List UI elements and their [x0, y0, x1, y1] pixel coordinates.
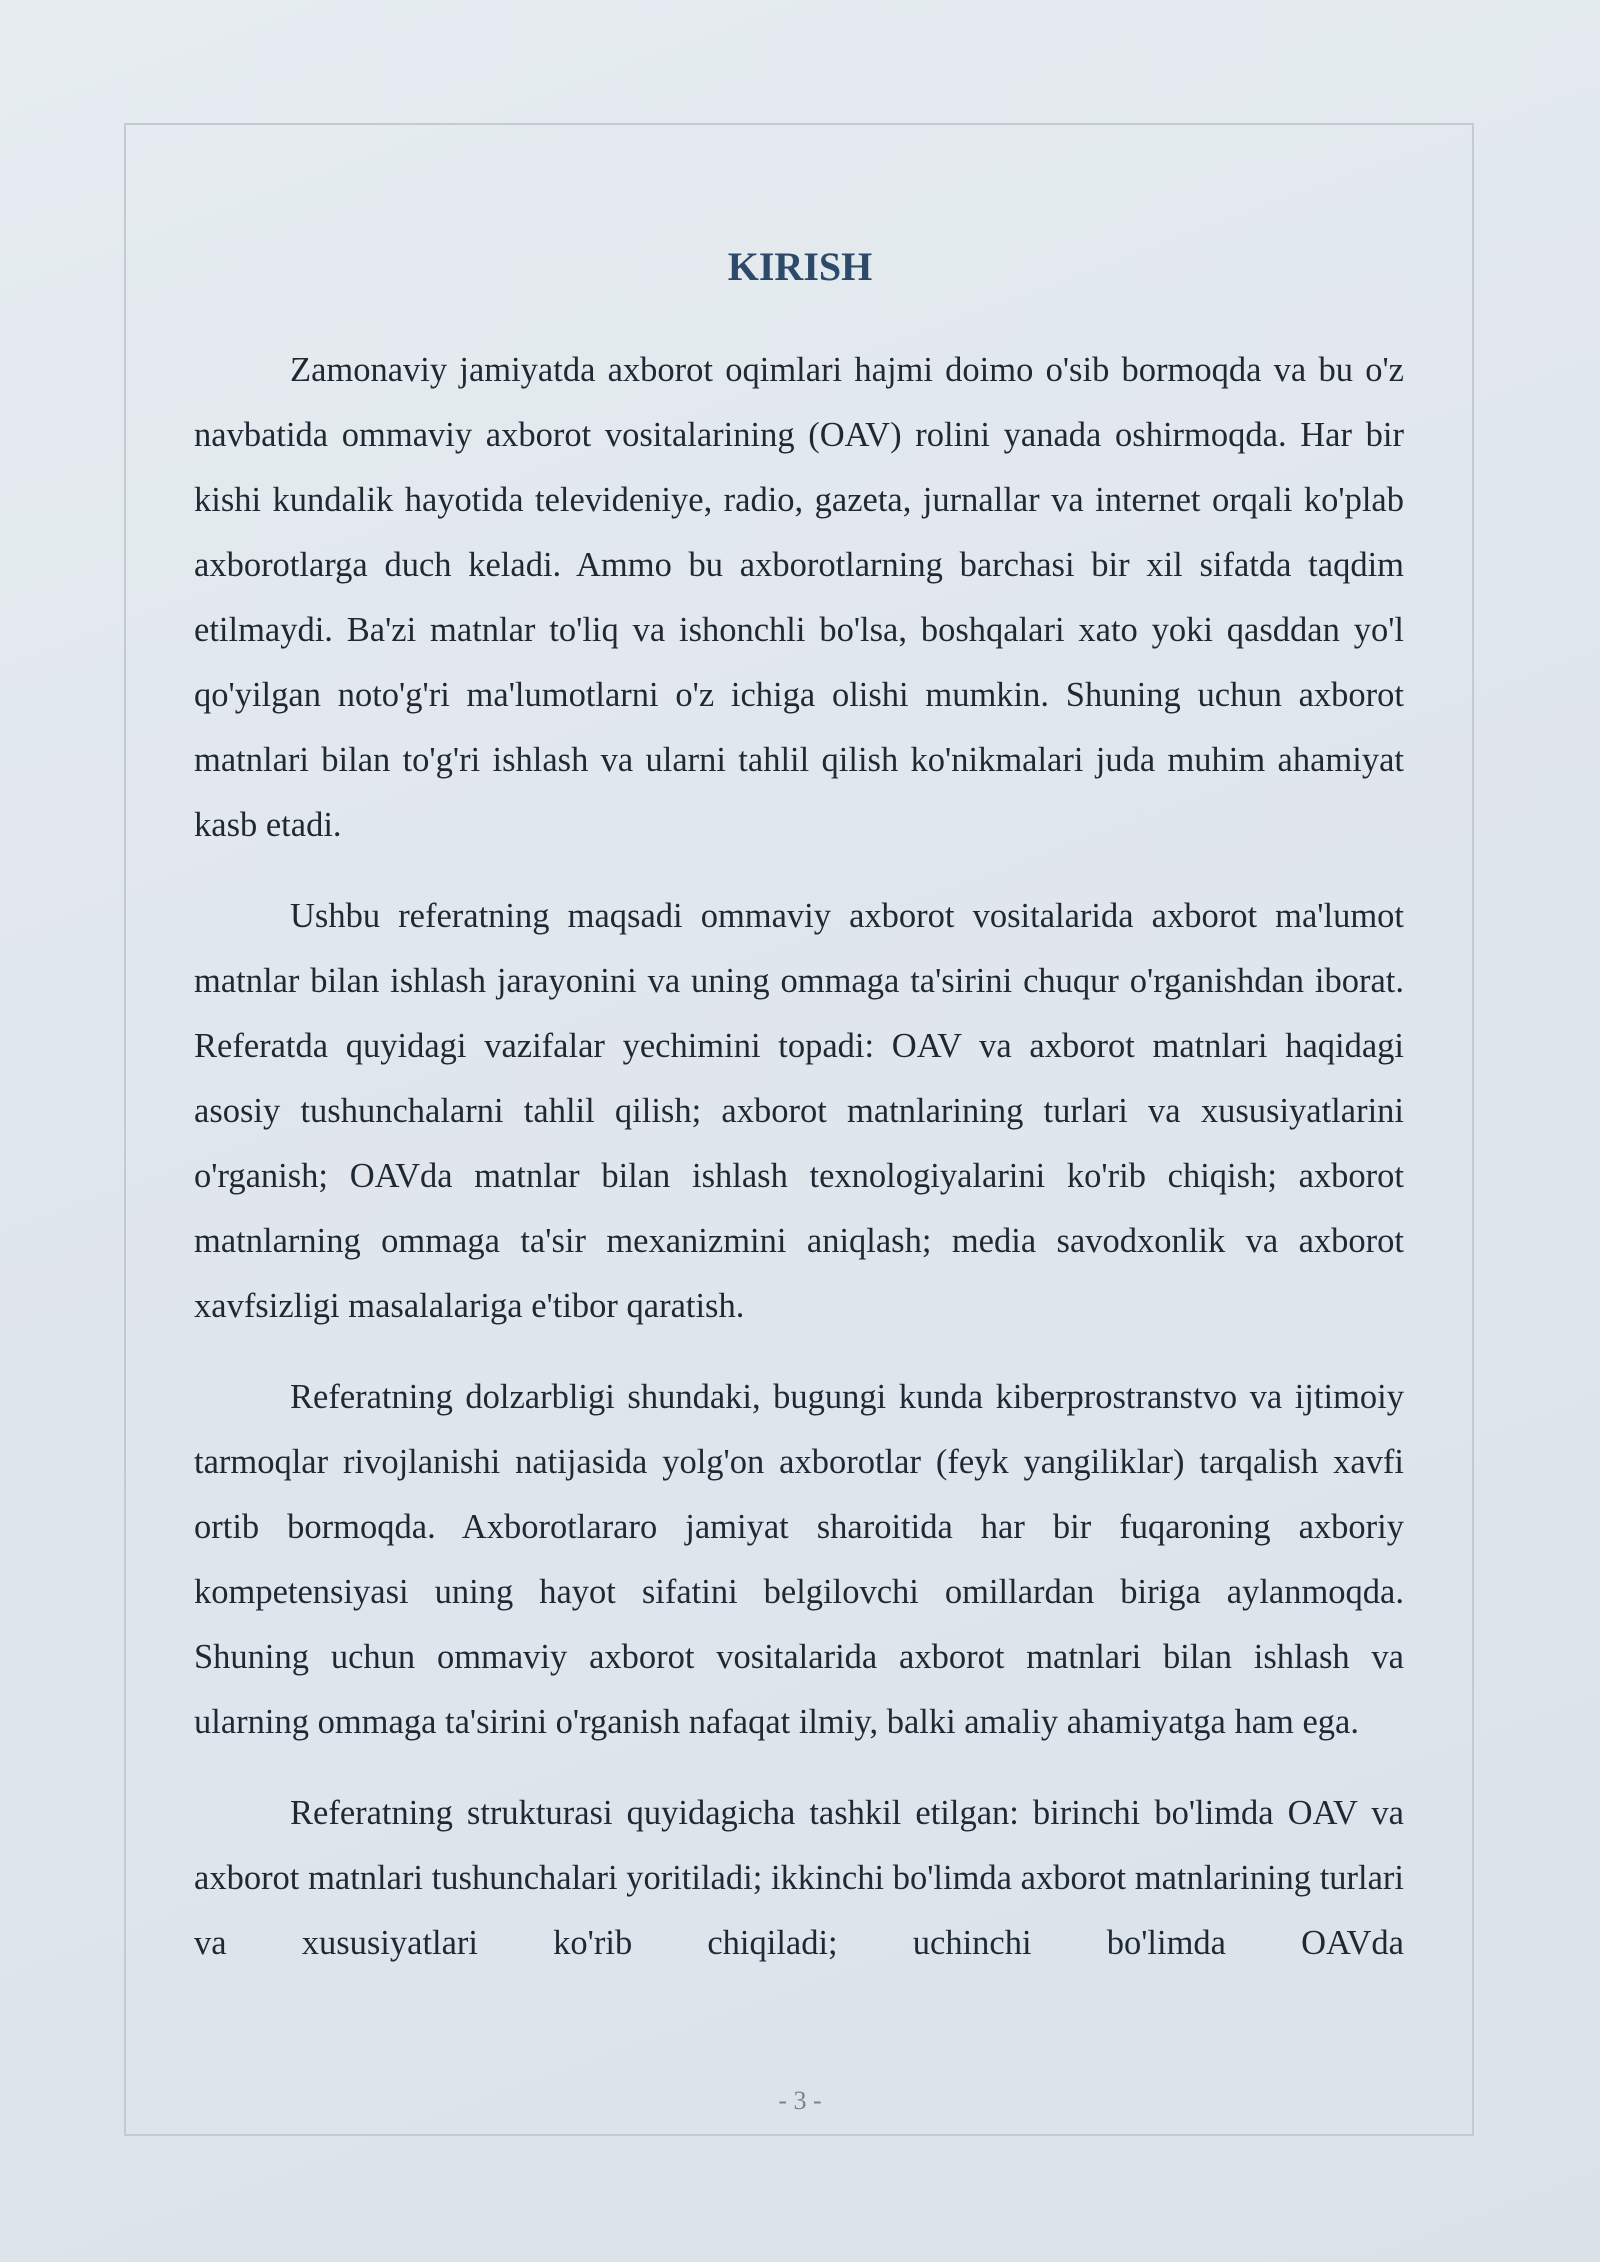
paragraph-intro: Zamonaviy jamiyatda axborot oqimlari hajmi doimo o'sib bormoqda va bu o'z navbatida ommaviy axborot vositalarining (OAV) rolini yanada oshirmoqda. Har bir kishi kundalik hayotida televideniye, radio, gazeta, jurnallar va internet orqali ko'plab axborotlarga duch keladi. Ammo bu axborotlarning barchasi bir xil sifatda taqdim etilmaydi. Ba'zi matnlar to'liq va ishonchli bo'lsa, boshqalari xato yoki qasddan yo'l qo'yilgan noto'g'ri ma'lumotlarni o'z ichiga olishi mumkin. Shuning uchun axborot matnlari bilan to'g'ri ishlash va ularni tahlil qilish ko'nikmalari juda muhim ahamiyat kasb etadi.: [194, 351, 1404, 844]
page-heading: KIRISH: [727, 244, 873, 289]
paragraph-relevance: Referatning dolzarbligi shundaki, bugungi kunda kiberprostranstvo va ijtimoiy tarmoqlar rivojlanishi natijasida yolg'on axborotlar (feyk yangiliklar) tarqalish xavfi ortib bormoqda. Axborotlararo jamiyat sharoitida har bir fuqaroning axboriy kompetensiyasi uning hayot sifatini belgilovchi omillardan biriga aylanmoqda. Shuning uchun ommaviy axborot vositalarida axborot matnlari bilan ishlash va ularning ommaga ta'sirini o'rganish nafaqat ilmiy, balki amaliy ahamiyatga ham ega.: [194, 1378, 1404, 1741]
paragraph-goal: Ushbu referatning maqsadi ommaviy axborot vositalarida axborot ma'lumot matnlar bilan ishlash jarayonini va uning ommaga ta'sirini chuqur o'rganishdan iborat. Referatda quyidagi vazifalar yechimini topadi: OAV va axborot matnlari haqidagi asosiy tushunchalarni tahlil qilish; axborot matnlarining turlari va xususiyatlarini o'rganish; OAVda matnlar bilan ishlash texnologiyalarini ko'rib chiqish; axborot matnlarning ommaga ta'sir mexanizmini aniqlash; media savodxonlik va axborot xavfsizligi masalalariga e'tibor qaratish.: [194, 897, 1404, 1325]
paragraph-structure: Referatning strukturasi quyidagicha tashkil etilgan: birinchi bo'limda OAV va axborot matnlari tushunchalari yoritiladi; ikkinchi bo'limda axborot matnlarining turlari va xususiyatlari ko'rib chiqiladi; uchinchi bo'limda OAVda: [194, 1794, 1404, 1962]
page-number: - 3 -: [778, 2086, 822, 2115]
document-body: [194, 338, 1404, 2002]
